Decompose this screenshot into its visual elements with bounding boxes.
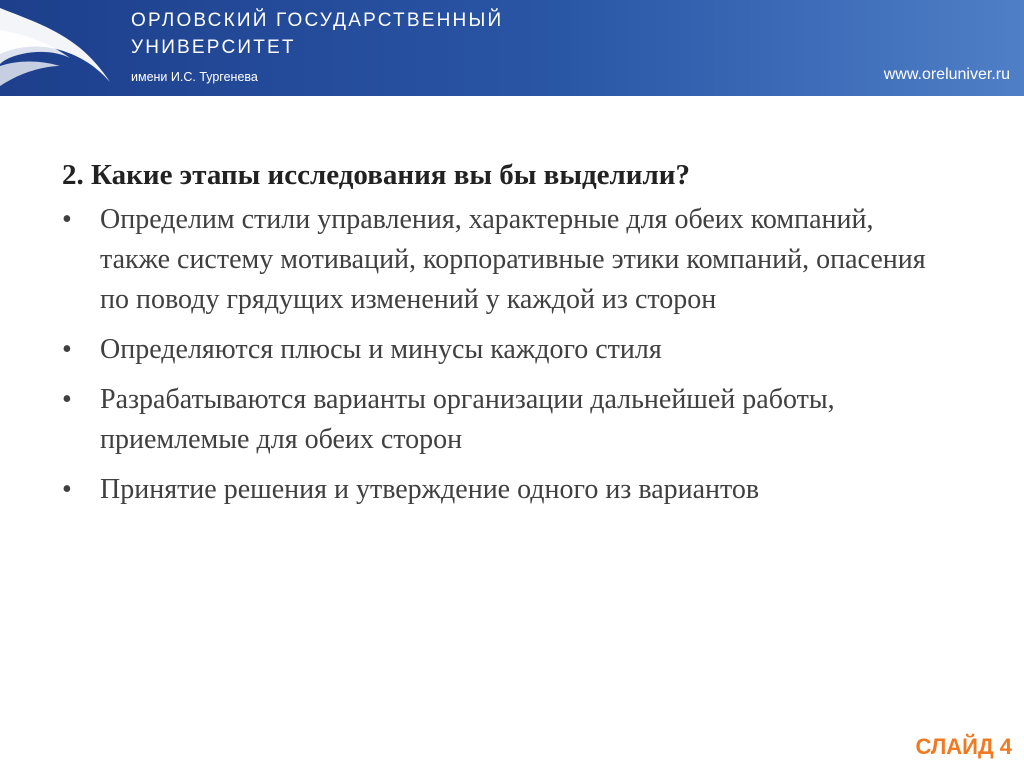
bullet-list xyxy=(62,200,942,510)
bullet-text: Принятие решения и утверждение одного из вариантов xyxy=(100,474,760,505)
list-item xyxy=(62,470,942,510)
university-logo-icon xyxy=(0,0,120,96)
list-item xyxy=(62,330,942,370)
bullet-marker: • xyxy=(62,204,72,235)
slide-content xyxy=(62,157,942,520)
header-banner xyxy=(0,0,1024,96)
slide-question: 2. Какие этапы исследования вы бы выделили? xyxy=(62,159,690,191)
bullet-marker: • xyxy=(62,384,72,415)
list-item xyxy=(62,200,942,320)
bullet-marker: • xyxy=(62,474,72,505)
university-name-line2: УНИВЕРСИТЕТ xyxy=(131,37,296,58)
website-link[interactable]: www.oreluniver.ru xyxy=(883,66,1010,83)
bullet-text: Определим стили управления, характерные для обеих компаний, также систему мотиваций, корпоративные этики компаний, опасения по поводу грядущих изменений у каждой из сторон xyxy=(100,204,926,315)
slide-number: СЛАЙД 4 xyxy=(915,734,1012,759)
university-name-line1: ОРЛОВСКИЙ ГОСУДАРСТВЕННЫЙ xyxy=(131,10,504,31)
bullet-text: Разрабатываются варианты организации дальнейшей работы, приемлемые для обеих сторон xyxy=(100,384,835,455)
list-item xyxy=(62,380,942,460)
university-name-line3: имени И.С. Тургенева xyxy=(131,70,258,84)
bullet-marker: • xyxy=(62,334,72,365)
bullet-text: Определяются плюсы и минусы каждого стиля xyxy=(100,334,662,365)
